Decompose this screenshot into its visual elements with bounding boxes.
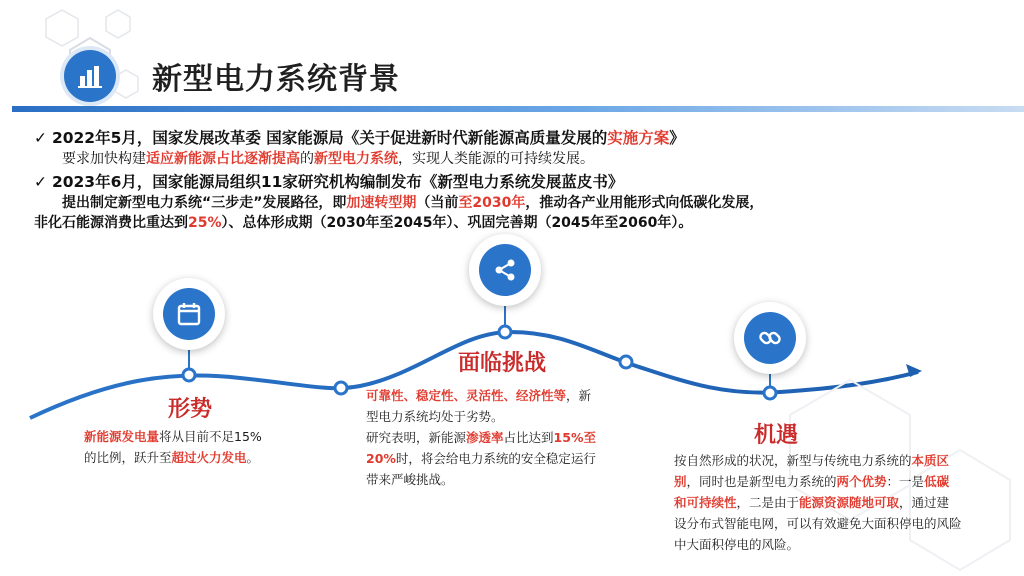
opportunity-icon-badge (734, 302, 806, 374)
situation-icon-badge (153, 278, 225, 350)
share-icon (492, 257, 518, 283)
bullet-1: ✓ 2022年5月，国家发展改革委 国家能源局《关于促进新时代新能源高质量发展的实施方案》 (34, 129, 685, 147)
check-icon: ✓ (34, 173, 47, 191)
bullet-2: ✓ 2023年6月，国家能源局组织11家研究机构编制发布《新型电力系统发展蓝皮书》 (34, 173, 624, 191)
calendar-icon (176, 301, 202, 327)
challenge-title: 面临挑战 (458, 351, 547, 376)
title-underline (12, 106, 1024, 112)
opportunity-description: 按自然形成的状况，新型与传统电力系统的本质区 别，同时也是新型电力系统的两个优势：一是低碳 和可持续性，二是由于能源资源随地可取，通过建 设分布式智能电网，可以有效避免大面积停电的风险 中大面积停电的风险。 (674, 453, 962, 552)
link-icon (757, 325, 783, 351)
check-icon: ✓ (34, 129, 47, 147)
bullet-2-detail-2: 非化石能源消费比重达到25%）、总体形成期（2030年至2045年）、巩固完善期（2045年至2060年）。 (34, 215, 693, 231)
building-chart-icon (76, 62, 104, 90)
situation-title: 形势 (168, 397, 213, 422)
situation-description: 新能源发电量将从目前不足15% 的比例，跃升至超过火力发电。 (84, 429, 262, 465)
page-title: 新型电力系统背景 (152, 62, 400, 97)
bullet-1-detail: 要求加快构建适应新能源占比逐渐提高的新型电力系统，实现人类能源的可持续发展。 (62, 151, 594, 167)
header-logo (64, 50, 116, 102)
challenge-icon-badge (469, 234, 541, 306)
challenge-description: 可靠性、稳定性、灵活性、经济性等，新 型电力系统均处于劣势。 研究表明，新能源渗透率占比达到15%至 20%时，将会给电力系统的安全稳定运行 带来严峻挑战。 (366, 388, 596, 487)
opportunity-title: 机遇 (754, 423, 799, 448)
bullet-2-detail-1: 提出制定新型电力系统“三步走”发展路径，即加速转型期（当前至2030年，推动各产业用能形式向低碳化发展， (62, 195, 764, 211)
